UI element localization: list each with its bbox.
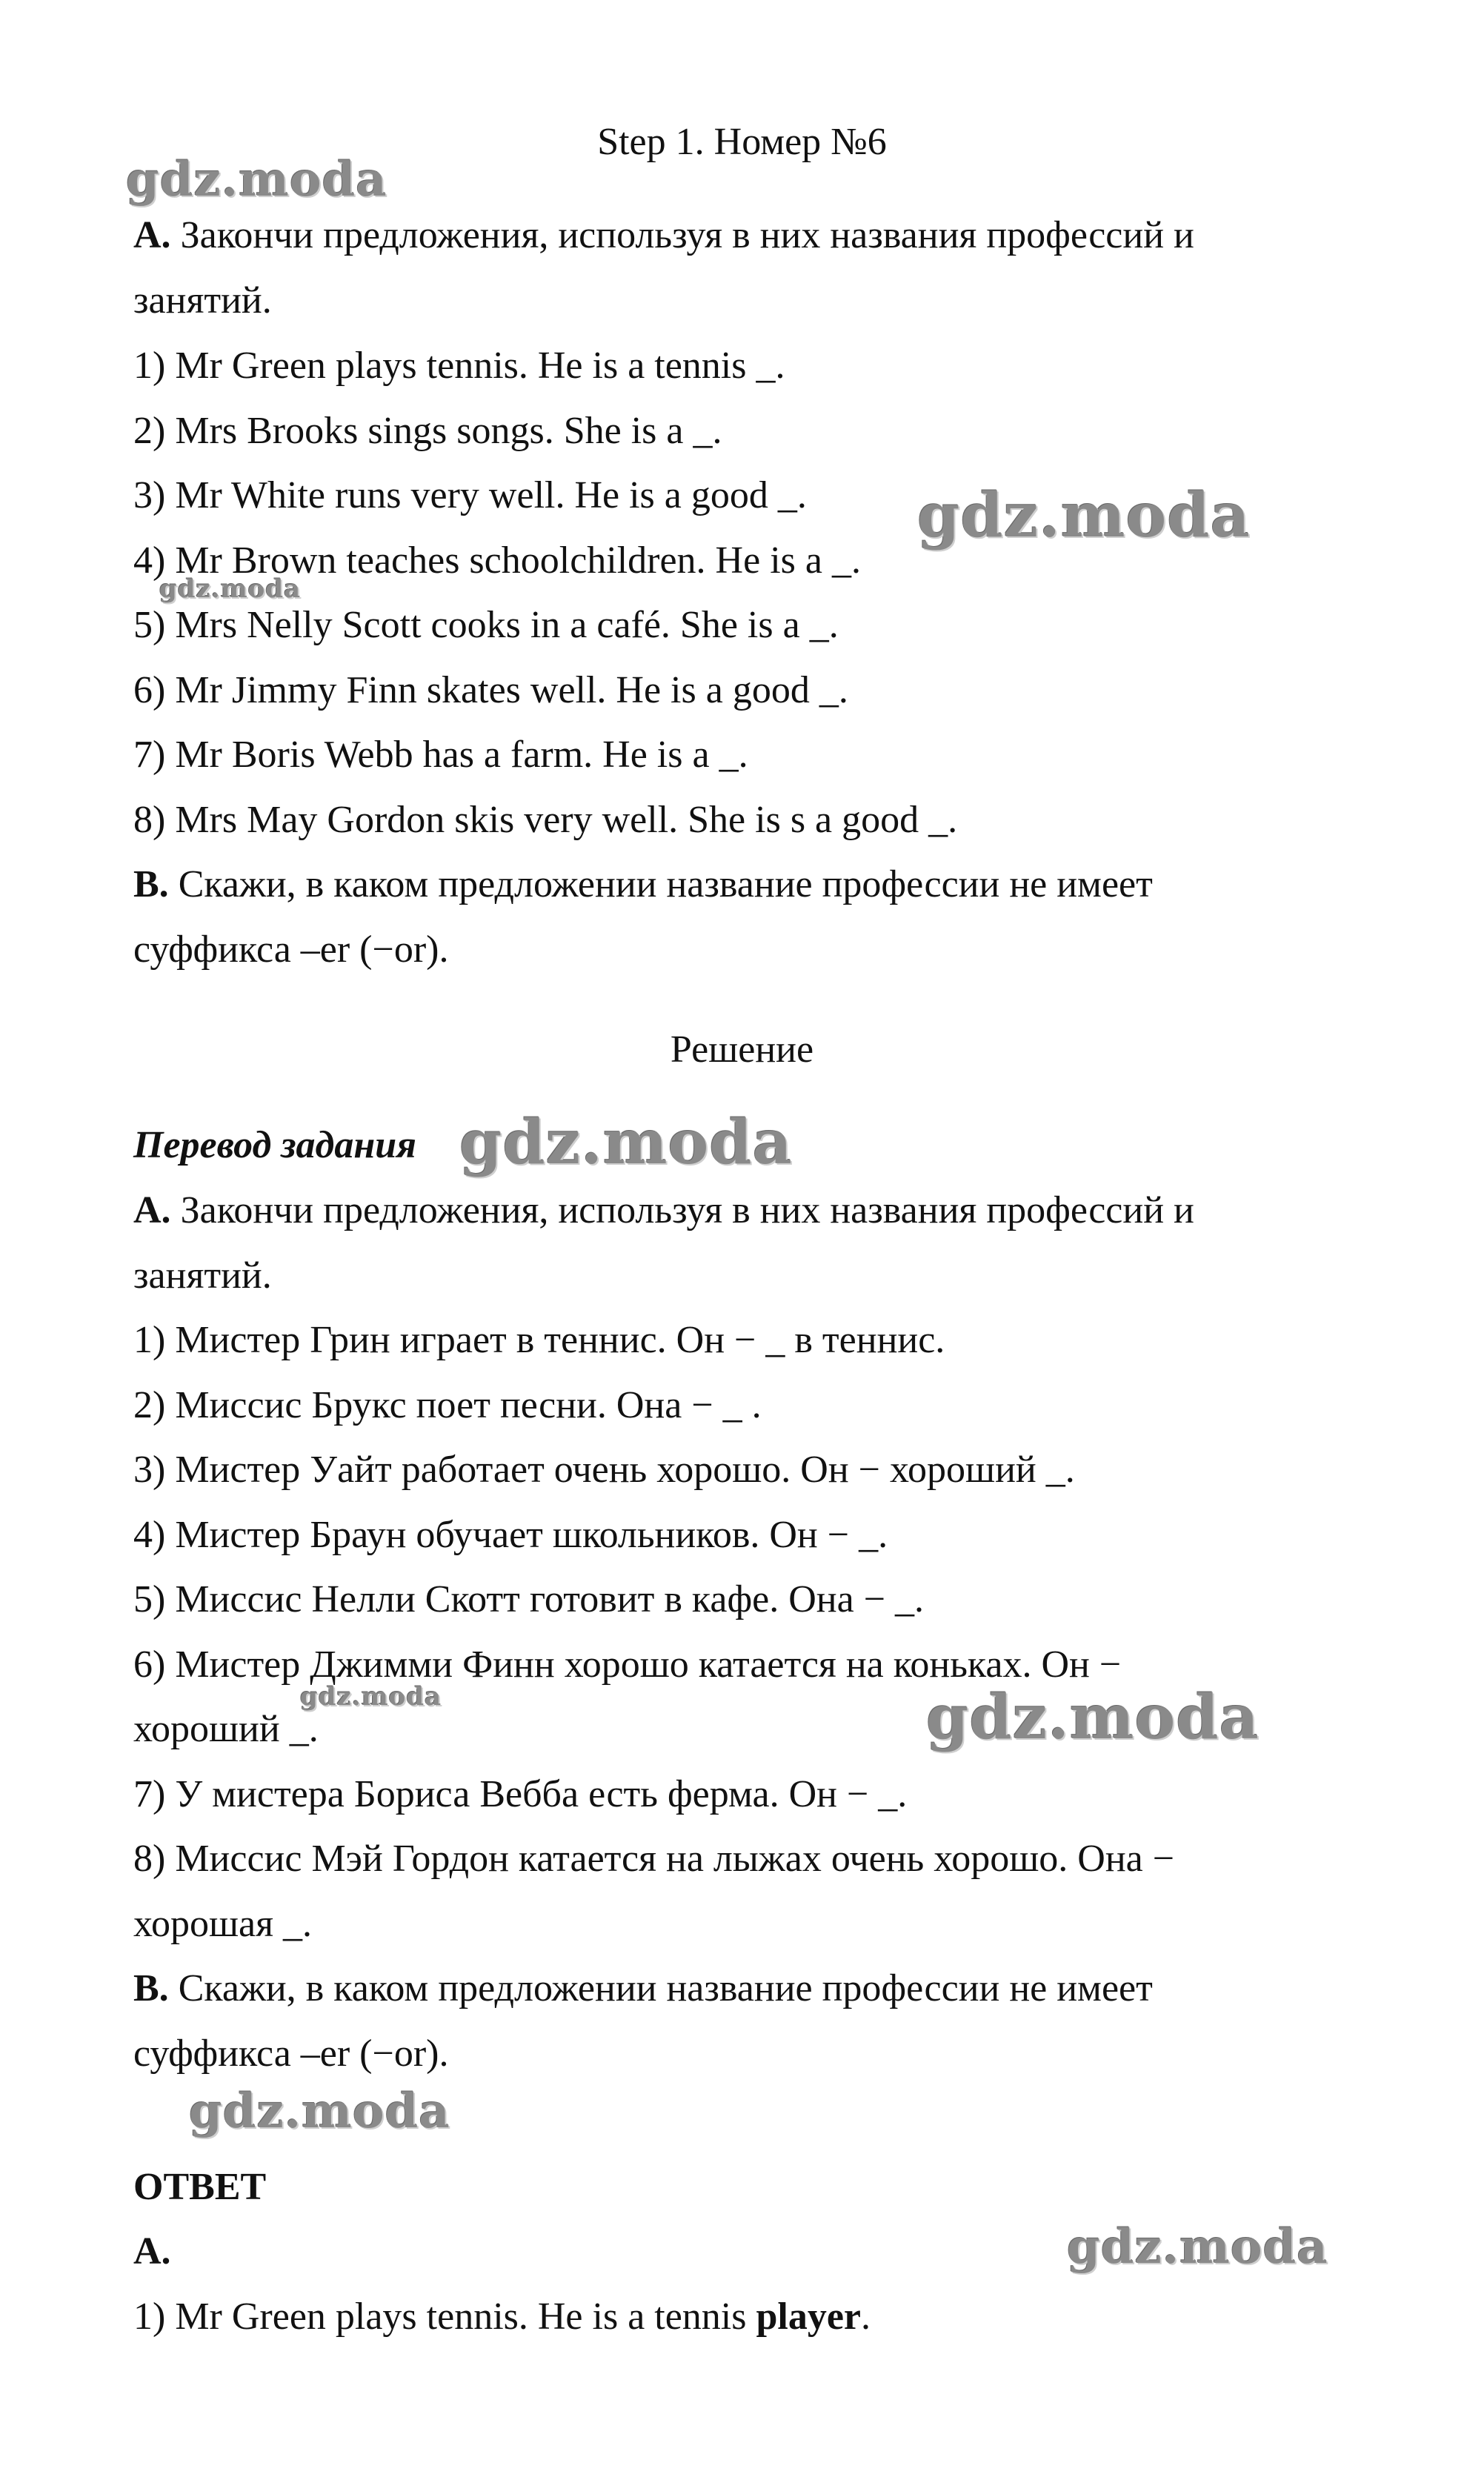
task-a-line-1 [133,212,1194,259]
translation-b-line-1 [133,1965,1153,2012]
solution-title: Решение [670,1028,814,1071]
answer-heading: ОТВЕТ [133,2166,267,2208]
answer-item-1-prefix: 1) Mr Green plays tennis. He is a tennis [133,2296,756,2338]
translation-a-marker: A. [133,1189,171,1231]
translation-item-8-cont: хорошая _. [133,1903,313,1945]
translation-item-5: 5) Миссис Нелли Скотт готовит в кафе. Она − _. [133,1578,925,1620]
watermark: gdz.moda [300,1682,442,1712]
translation-item-3: 3) Мистер Уайт работает очень хорошо. Он − хороший _. [133,1449,1075,1491]
translation-heading: Перевод задания [133,1124,416,1166]
translation-item-6: 6) Мистер Джимми Финн хорошо катается на коньках. Он − [133,1643,1122,1686]
task-item-5: 5) Mrs Nelly Scott cooks in a café. She is a _. [133,604,839,646]
translation-item-1: 1) Мистер Грин играет в теннис. Он − _ в теннис. [133,1319,945,1361]
watermark: gdz.moda [917,480,1251,551]
task-item-3: 3) Mr White runs very well. He is a good _. [133,474,807,516]
task-item-8: 8) Mrs May Gordon skis very well. She is s a good _. [133,799,958,841]
task-a-text: Закончи предложения, используя в них названия профессий и [170,214,1194,256]
translation-item-4: 4) Мистер Браун обучает школьников. Он − _. [133,1514,888,1556]
task-item-2: 2) Mrs Brooks sings songs. She is a _. [133,410,722,452]
translation-item-2: 2) Миссис Брукс поет песни. Она − _ . [133,1384,762,1426]
translation-b-line-2: суффикса –er (−or). [133,2032,449,2075]
translation-item-7: 7) У мистера Бориса Вебба есть ферма. Он − _. [133,1773,908,1815]
task-b-text: Скажи, в каком предложении название профессии не имеет [168,863,1153,905]
watermark: gdz.moda [926,1682,1260,1753]
translation-a-line-2: занятий. [133,1254,272,1297]
task-a-line-2: занятий. [133,279,272,322]
task-item-4: 4) Mr Brown teaches schoolchildren. He is a _. [133,539,861,582]
watermark: gdz.moda [1067,2219,1328,2275]
watermark: gdz.moda [126,152,387,207]
translation-b-text: Скажи, в каком предложении название профессии не имеет [168,1967,1153,2009]
task-a-marker: A. [133,214,171,256]
translation-b-marker: B. [133,1967,169,2009]
task-b-line-1 [133,861,1153,908]
watermark: gdz.moda [189,2084,450,2139]
task-b-marker: B. [133,863,169,905]
task-item-6: 6) Mr Jimmy Finn skates well. He is a good _. [133,669,848,711]
task-b-line-2: суффикса –er (−or). [133,928,449,971]
page-title: Step 1. Номер №6 [597,121,887,163]
answer-item-1-word: player [756,2296,862,2338]
watermark: gdz.moda [459,1107,793,1178]
answer-item-1 [133,2293,871,2341]
answer-a-marker: A. [133,2230,171,2273]
translation-item-6-cont: хороший _. [133,1708,319,1750]
watermark: gdz.moda [159,574,302,604]
translation-a-line-1 [133,1187,1194,1234]
task-item-7: 7) Mr Boris Webb has a farm. He is a _. [133,734,748,776]
answer-item-1-suffix: . [861,2296,871,2338]
translation-item-8: 8) Миссис Мэй Гордон катается на лыжах очень хорошо. Она − [133,1838,1175,1880]
task-item-1: 1) Mr Green plays tennis. He is a tennis _. [133,345,785,387]
translation-a-text: Закончи предложения, используя в них названия профессий и [170,1189,1194,1231]
